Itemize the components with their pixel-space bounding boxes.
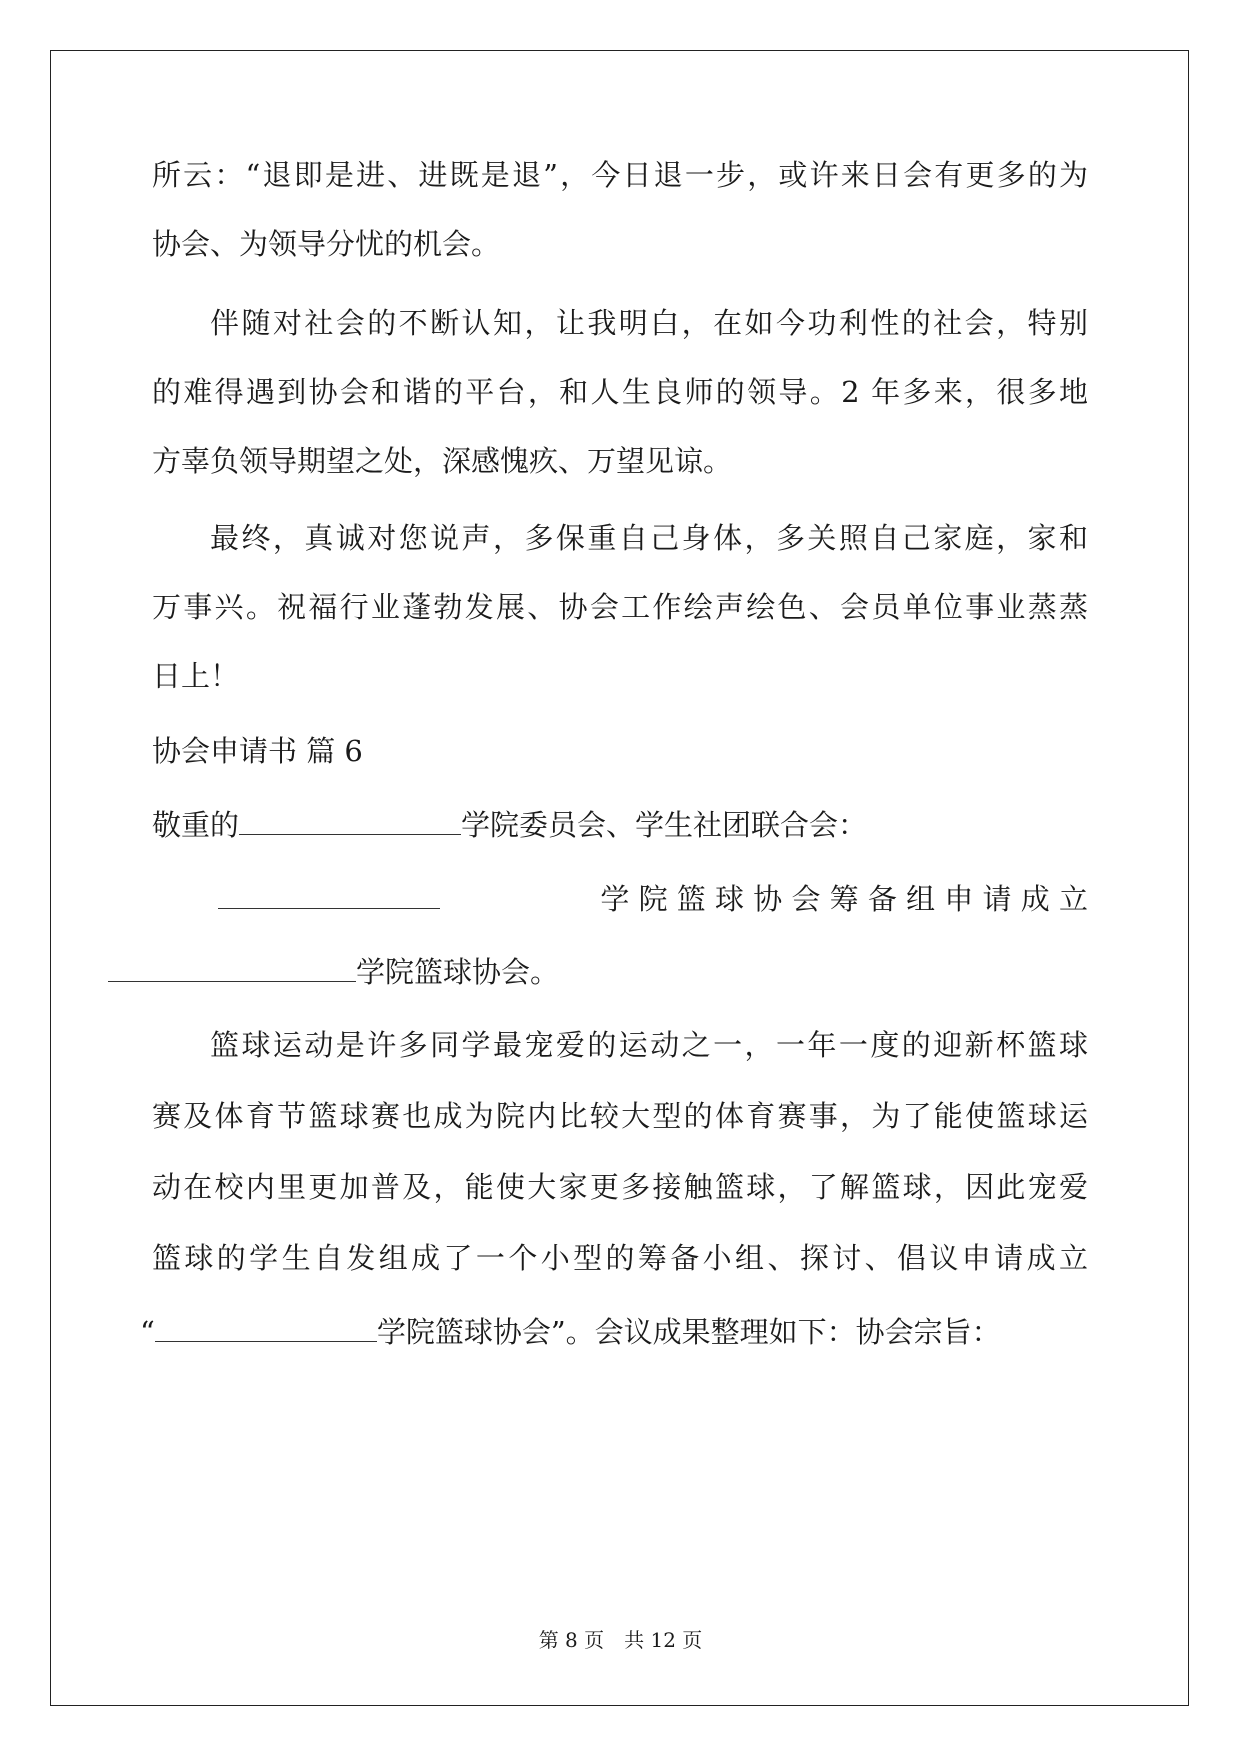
- page-footer: 第 8 页 共 12 页: [538, 1628, 703, 1652]
- paragraph-line: 的难得遇到协会和谐的平台，和人生良师的领导。2 年多来，很多地: [152, 375, 1088, 409]
- paragraph-line: [218, 879, 1088, 919]
- page-border: [50, 50, 1189, 1706]
- blank-underline: [239, 812, 461, 835]
- paragraph-text: 学院篮球协会。: [356, 955, 560, 989]
- paragraph-line: 伴随对社会的不断认知，让我明白，在如今功利性的社会，特别: [210, 306, 1088, 340]
- paragraph-line: [140, 1312, 1102, 1352]
- blank-underline: [108, 959, 356, 982]
- paragraph-line: 篮球的学生自发组成了一个小型的筹备小组、探讨、倡议申请成立: [152, 1241, 1088, 1275]
- paragraph-line: 所云：“退即是进、进既是退”，今日退一步，或许来日会有更多的为: [152, 158, 1088, 192]
- paragraph-line: 篮球运动是许多同学最宠爱的运动之一，一年一度的迎新杯篮球: [210, 1028, 1088, 1062]
- paragraph-line: 协会、为领导分忧的机会。: [152, 227, 501, 261]
- paragraph-line: 万事兴。祝福行业蓬勃发展、协会工作绘声绘色、会员单位事业蒸蒸: [152, 590, 1088, 624]
- blank-underline: [155, 1319, 377, 1342]
- paragraph-line: 动在校内里更加普及，能使大家更多接触篮球，了解篮球，因此宠爱: [152, 1170, 1088, 1204]
- quote-open: “: [140, 1315, 155, 1349]
- paragraph-line: [108, 952, 1088, 992]
- paragraph-line: 最终，真诚对您说声，多保重自己身体，多关照自己家庭，家和: [210, 521, 1088, 555]
- salutation-line: [152, 805, 1088, 845]
- paragraph-text: 学院篮球协会”。会议成果整理如下：协会宗旨：: [376, 1315, 1001, 1349]
- paragraph-text: 学 院 篮 球 协 会 筹 备 组 申 请 成 立: [600, 882, 1088, 916]
- section-heading: 协会申请书 篇 6: [152, 734, 363, 768]
- salutation-suffix: 学院委员会、学生社团联合会：: [461, 808, 868, 842]
- salutation-prefix: 敬重的: [152, 808, 240, 842]
- blank-underline: [218, 886, 440, 909]
- paragraph-line: 日上！: [152, 659, 240, 693]
- paragraph-line: 赛及体育节篮球赛也成为院内比较大型的体育赛事，为了能使篮球运: [152, 1099, 1088, 1133]
- paragraph-line: 方辜负领导期望之处，深感愧疚、万望见谅。: [152, 444, 733, 478]
